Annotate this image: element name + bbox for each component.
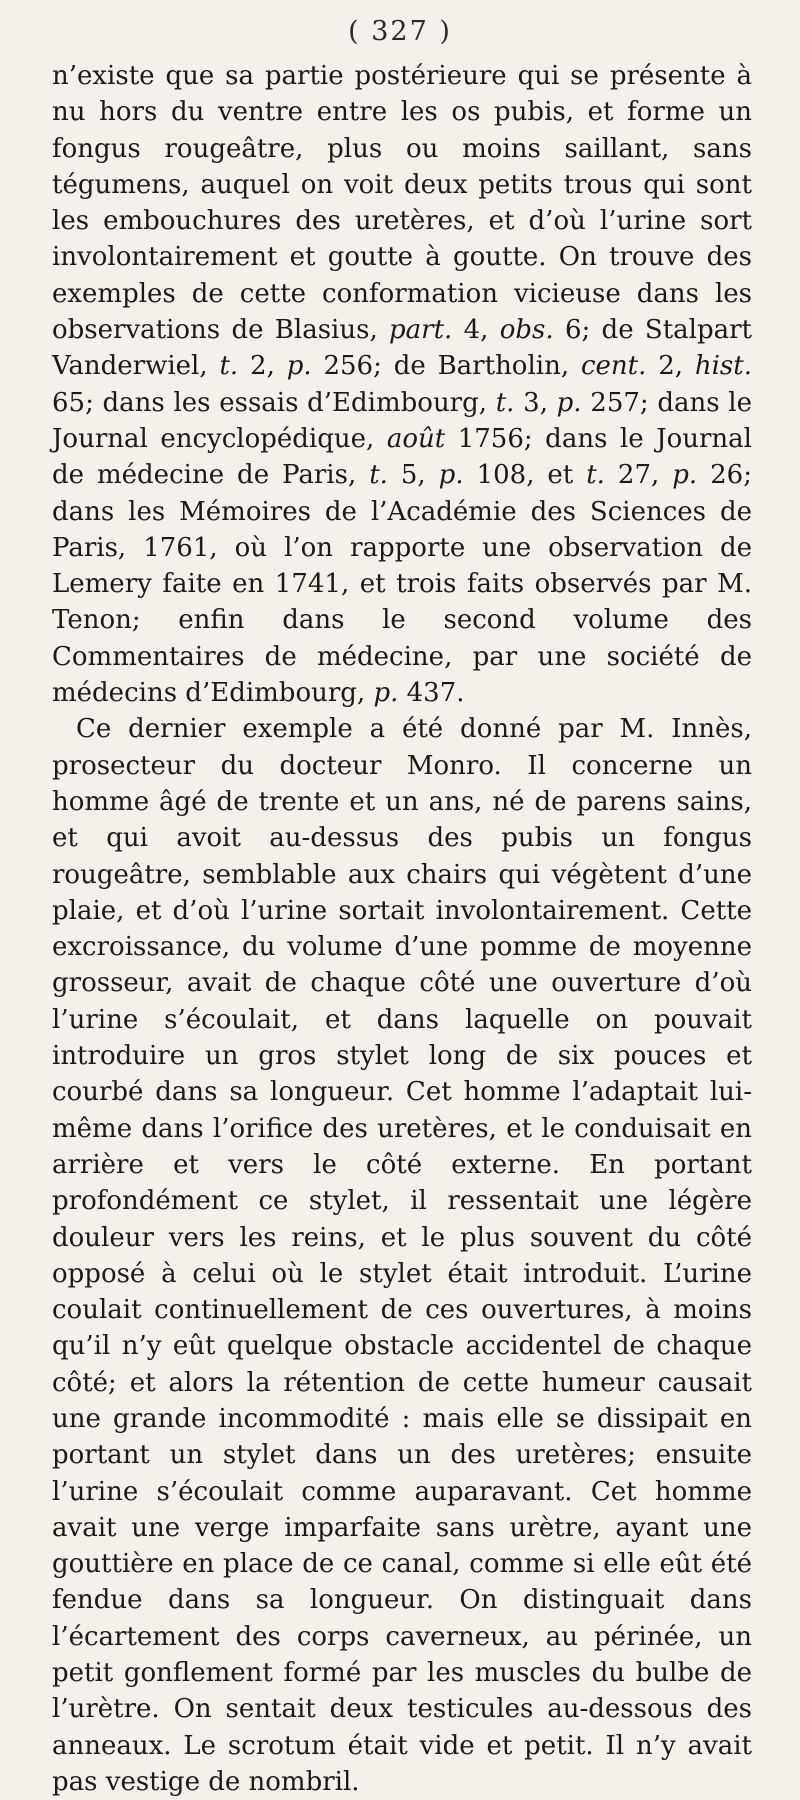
text-run: 27, [604, 460, 673, 491]
text-run: 65; dans les essais d’Edimbourg, [52, 387, 496, 418]
italic-text-run: t. [219, 351, 239, 382]
italic-text-run: t. [586, 460, 605, 491]
paragraph [52, 711, 752, 1800]
text-run: 6; de Stalpart Vanderwiel, [52, 315, 752, 382]
italic-text-run: cent. [580, 351, 647, 382]
italic-text-run: août [386, 423, 446, 454]
text-run: 26; dans les Mémoires de l’Académie des Sciences de Paris, 1761, où l’on rapporte une observation de Lemery faite en 1741, et trois faits observés par M. Tenon; enfin dans le second volume des Commentaires de médecine, par une société de médecins d’Edimbourg, [52, 460, 752, 709]
paragraph [52, 58, 752, 711]
italic-text-run: p. [286, 351, 312, 382]
italic-text-run: obs. [499, 315, 554, 346]
text-run: 108, et [463, 460, 587, 491]
text-run: 437. [398, 678, 465, 709]
text-run: Ce dernier exemple a été donné par M. Innès, prosecteur du docteur Monro. Il concerne un homme âgé de trente et un ans, né de parens sains, et qui avoit au-dessus des pubis un fongus rougeâtre, semblable aux chairs qui végètent d’une plaie, et d’où l’urine sortait involontairement. Cette excroissance, du volume d’une pomme de moyenne grosseur, avait de chaque côté une ouverture d’où l’urine s’écoulait, et dans laquelle on pouvait introduire un gros stylet long de six pouces et courbé dans sa longueur. Cet homme l’adaptait lui-même dans l’orifice des uretères, et le conduisait en arrière et vers le côté externe. En portant profondément ce stylet, il ressentait une légère douleur vers les reins, et le plus souvent du côté opposé à celui où le stylet était introduit. L’urine coulait continuellement de ces ouvertures, à moins qu’il n’y eût quelque obstacle accidentel de chaque côté; et alors la rétention de cette humeur causait une grande incommodité : mais elle se dissipait en portant un stylet dans un des uretères; ensuite l’urine s’écoulait comme auparavant. Cet homme avait une verge imparfaite sans urètre, ayant une gouttière en place de ce canal, comme si elle eût été fendue dans sa longueur. On distinguait dans l’écartement des corps caverneux, au périnée, un petit gonflement formé par les muscles du bulbe de l’urètre. On sentait deux testicules au-dessous des anneaux. Le scrotum était vide et petit. Il n’y avait pas vestige de nombril. [52, 714, 752, 1797]
text-run: 5, [387, 460, 439, 491]
text-run: 2, [646, 351, 695, 382]
italic-text-run: hist. [694, 351, 752, 382]
italic-text-run: t. [369, 460, 388, 491]
italic-text-run: t. [495, 387, 515, 418]
text-run: n’existe que sa partie postérieure qui se présente à nu hors du ventre entre les os pubis, et forme un fongus rougeâtre, plus ou moins saillant, sans tégumens, auquel on voit deux petits trous qui sont les embouchures des uretères, et d’où l’urine sort involontairement et goutte à goutte. On trouve des exemples de cette conformation vicieuse dans les observations de Blasius, [52, 61, 752, 346]
italic-text-run: p. [556, 387, 582, 418]
page-number: ( 327 ) [348, 16, 452, 47]
text-run: 256; de Bartholin, [311, 351, 581, 382]
text-run: 3, [514, 387, 557, 418]
text-run: 1756; dans le Journal de médecine de Paris, [52, 423, 752, 491]
text-run: 2, [238, 351, 287, 382]
italic-text-run: part. [389, 315, 453, 346]
text-run: 257; dans le Journal encyclopédique, [52, 387, 752, 454]
body-text [52, 58, 752, 1800]
italic-text-run: p. [373, 678, 399, 709]
italic-text-run: p. [672, 460, 698, 491]
italic-text-run: p. [438, 460, 464, 491]
text-run: 4, [452, 315, 500, 346]
